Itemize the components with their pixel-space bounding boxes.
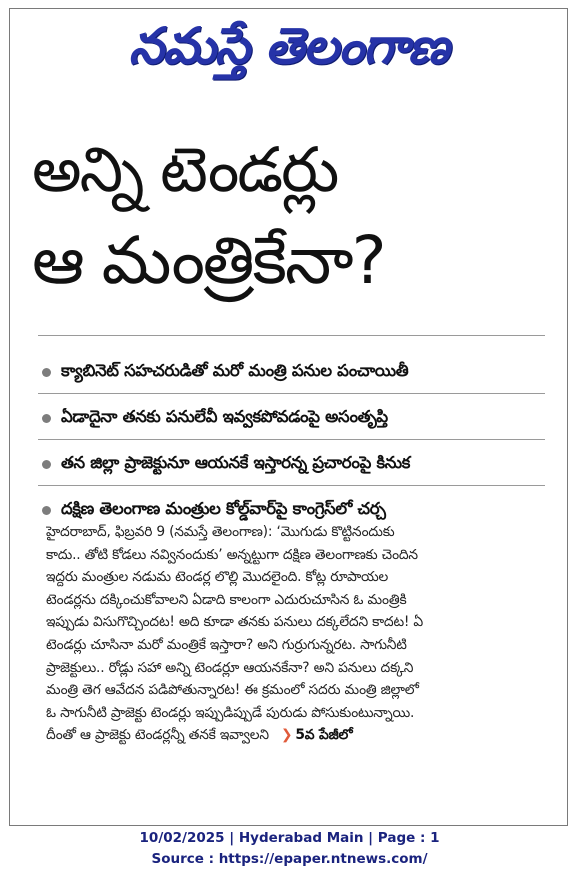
article-line: టెండర్లను దక్కించుకోవాలని ఏడాది కాలంగా ఎదురుచూసిన ఓ మంత్రికి: [46, 591, 407, 608]
article-line: ప్రాజెక్టులు.. రోడ్లు సహా అన్ని టెండర్లూ ఆయనకేనా? అని పనులు దక్కని: [46, 659, 414, 676]
bullet-text: ఏడాదైనా తనకు పనులేవీ ఇవ్వకపోవడంపై అసంతృప్తి: [61, 406, 388, 426]
article-line: ఇద్దరు మంత్రుల నడుమ టెండర్ల లొల్లి మొదలైంది. కోట్ల రూపాయల: [46, 569, 389, 586]
continue-arrow-icon: ❯: [281, 727, 293, 744]
bullet-text: తన జిల్లా ప్రాజెక్టునూ ఆయనకే ఇస్తారన్న ప్రచారంపై కినుక: [61, 452, 411, 472]
divider: [38, 335, 545, 336]
article-line: మంత్రి తెగ ఆవేదన పడిపోతున్నారట! ఈ క్రమంలో సదరు మంత్రి జిల్లాలో: [46, 682, 419, 699]
bullet-dot-icon: [42, 460, 51, 469]
continued-on-link[interactable]: [281, 724, 352, 747]
footer-source[interactable]: Source : https://epaper.ntnews.com/: [151, 851, 428, 867]
bullet-dot-icon: [42, 414, 51, 423]
article-line: ఇప్పుడు విసుగొచ్చిందట! అది కూడా తనకు పనులు దక్కలేదని కాదట! ఏ: [46, 614, 424, 631]
bullet-item: [38, 395, 551, 441]
bullet-item: [38, 349, 551, 395]
article-body: [46, 521, 543, 747]
article-line: టెండర్లు చూసినా మరో మంత్రికే ఇస్తారా? అని గుర్రుగున్నరట. సాగునీటి: [46, 636, 407, 653]
masthead-logo: నమస్తే తెలంగాణ: [128, 17, 449, 75]
article-line: హైదరాబాద్, ఫిబ్రవరి 9 (నమస్తే తెలంగాణ): ‘మొగుడు కొట్టినందుకు: [46, 524, 395, 540]
article-last-line: [46, 724, 543, 747]
headline-line-2: ఆ మంత్రికేనా?: [32, 222, 385, 299]
bullet-item: [38, 441, 551, 487]
article-line: కాదు.. తోటి కోడలు నవ్వినందుకు’ అన్నట్టుగా దక్షిణ తెలంగాణకు చెందిన: [46, 546, 418, 563]
footer-edition-info: 10/02/2025 | Hyderabad Main | Page : 1: [139, 830, 440, 846]
divider: [38, 485, 545, 486]
article-line: ఓ సాగునీటి ప్రాజెక్టు టెండర్లు ఇప్పుడిప్పుడే పురుడు పోసుకుంటున్నాయి.: [46, 704, 415, 721]
continued-page-text: 5వ పేజీలో: [295, 727, 353, 744]
bullet-dot-icon: [42, 368, 51, 377]
divider: [38, 393, 545, 394]
headline-line-1: అన్ని టెండర్లు: [32, 133, 338, 206]
clipping-frame: [9, 8, 568, 826]
bullet-text: దక్షిణ తెలంగాణ మంత్రుల కోల్డ్‌వార్‌పై కాంగ్రెస్‌లో చర్చ: [61, 498, 386, 518]
divider: [38, 439, 545, 440]
article-line: దీంతో ఆ ప్రాజెక్టు టెండర్లన్నీ తనకే ఇవ్వాలని: [46, 727, 269, 744]
bullet-text: క్యాబినెట్ సహచరుడితో మరో మంత్రి పనుల పంచాయితీ: [61, 360, 409, 380]
bullet-list: [38, 349, 551, 533]
bullet-dot-icon: [42, 506, 51, 515]
